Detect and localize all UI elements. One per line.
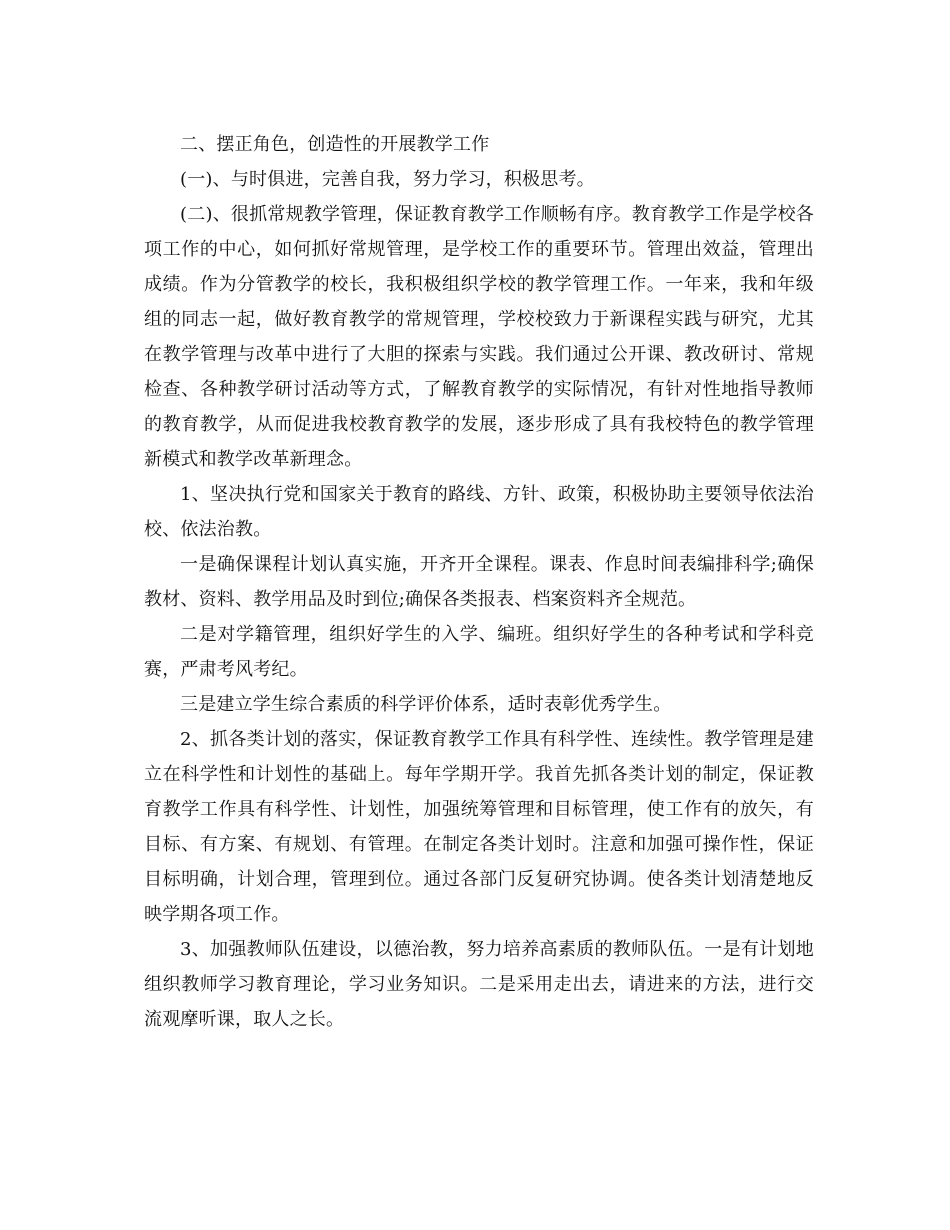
paragraph: 2、抓各类计划的落实，保证教育教学工作具有科学性、连续性。教学管理是建立在科学性和计划性的基础上。每年学期开学。我首先抓各类计划的制定，保证教育教学工作具有科学性、计划性，加强统筹管理和目标管理，使工作有的放矢，有目标、有方案、有规划、有管理。在制定各类计划时。注意和加强可操作性，保证目标明确，计划合理，管理到位。通过各部门反复研究协调。使各类计划清楚地反映学期各项工作。 (144, 729, 814, 925)
paragraph: 一是确保课程计划认真实施，开齐开全课程。课表、作息时间表编排科学;确保教材、资料、教学用品及时到位;确保各类报表、档案资料齐全规范。 (144, 554, 814, 610)
paragraph: 三是建立学生综合素质的科学评价体系，适时表彰优秀学生。 (180, 694, 672, 715)
paragraph: 1、坚决执行党和国家关于教育的路线、方针、政策，积极协助主要领导依法治校、依法治教。 (144, 484, 814, 540)
paragraph: 二是对学籍管理，组织好学生的入学、编班。组织好学生的各种考试和学科竞赛，严肃考风考纪。 (144, 624, 814, 680)
paragraph: (二)、很抓常规教学管理，保证教育教学工作顺畅有序。教育教学工作是学校各项工作的中心，如何抓好常规管理，是学校工作的重要环节。管理出效益，管理出成绩。作为分管教学的校长，我积极组织学校的教学管理工作。一年来，我和年级组的同志一起，做好教育教学的常规管理，学校校致力于新课程实践与研究，尤其在教学管理与改革中进行了大胆的探索与实践。我们通过公开课、教改研讨、常规检查、各种教学研讨活动等方式，了解教育教学的实际情况，有针对性地指导教师的教育教学，从而促进我校教育教学的发展，逐步形成了具有我校特色的教学管理新模式和教学改革新理念。 (144, 204, 814, 470)
paragraph: (一)、与时俱进，完善自我，努力学习，积极思考。 (180, 169, 595, 190)
paragraph: 3、加强教师队伍建设，以德治教，努力培养高素质的教师队伍。一是有计划地组织教师学习教育理论，学习业务知识。二是采用走出去，请进来的方法，进行交流观摩听课，取人之长。 (144, 939, 814, 1030)
section-heading: 二、摆正角色，创造性的开展教学工作 (180, 134, 490, 155)
document-body (144, 127, 814, 1037)
